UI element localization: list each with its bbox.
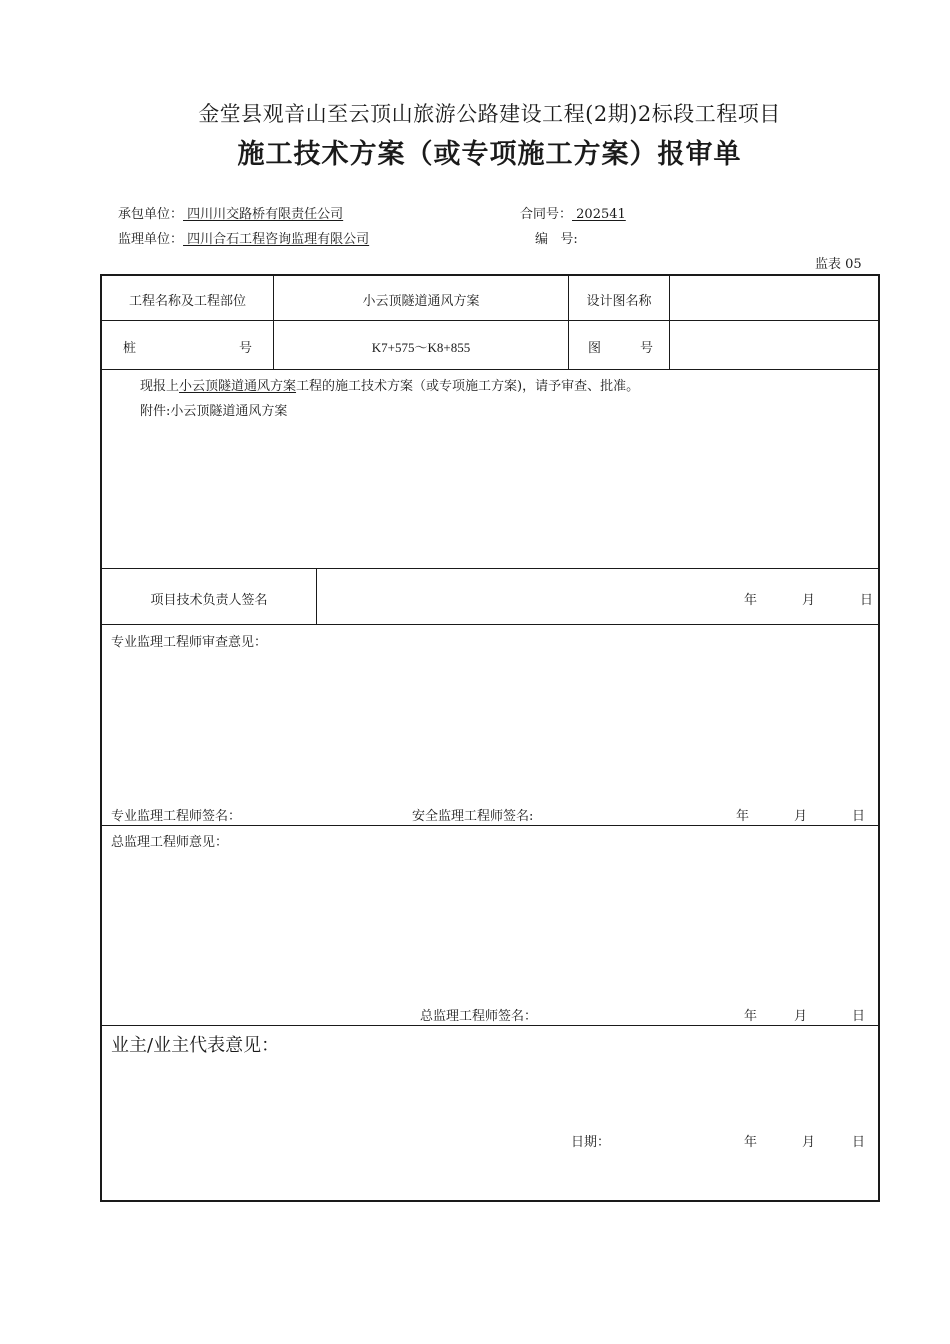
project-name-value: 小云顶隧道通风方案 <box>362 294 480 309</box>
stake-label-2: 号 <box>239 341 253 356</box>
chief-month: 月 <box>794 1009 808 1024</box>
contract-no-label: 合同号： <box>520 207 573 222</box>
form-table <box>100 274 880 1202</box>
safety-sign-label: 安全监理工程师签名: <box>412 809 534 824</box>
contractor-value: 四川川交路桥有限责任公司 <box>183 207 344 222</box>
chief-review-label: 总监理工程师意见： <box>111 835 229 850</box>
contract-no-row <box>520 203 626 222</box>
owner-year: 年 <box>744 1135 758 1150</box>
supervisor-label: 监理单位： <box>118 232 184 247</box>
contract-no-value: 202541 <box>572 207 626 222</box>
stake-label-1: 桩 <box>123 341 137 356</box>
submission-text <box>140 375 639 394</box>
form-code: 监表 05 <box>815 257 862 272</box>
supervisor-value: 四川合石工程咨询监理有限公司 <box>183 232 370 247</box>
engineer-sign-label: 专业监理工程师签名： <box>111 809 242 824</box>
engineer-review-label: 专业监理工程师审查意见： <box>111 635 268 650</box>
engineer-month: 月 <box>794 809 808 824</box>
chief-year: 年 <box>744 1009 758 1024</box>
contractor-row <box>118 203 343 222</box>
engineer-day: 日 <box>852 809 866 824</box>
owner-month: 月 <box>802 1135 816 1150</box>
tech-sign-month: 月 <box>802 593 816 608</box>
chief-sign-label: 总监理工程师签名： <box>420 1009 538 1024</box>
stake-value: K7+575～K8+855 <box>371 340 471 355</box>
tech-sign-year: 年 <box>744 593 758 608</box>
submission-suffix: 工程的施工技术方案（或专项施工方案)，请予审查、批准。 <box>296 379 640 394</box>
supervisor-row <box>118 228 369 247</box>
tech-sign-label: 项目技术负责人签名 <box>150 593 268 608</box>
submission-underlined: 小云顶隧道通风方案 <box>179 379 297 394</box>
project-name-label: 工程名称及工程部位 <box>128 294 246 309</box>
drawing-name-label: 设计图名称 <box>586 294 652 309</box>
attachment-text: 附件:小云顶隧道通风方案 <box>140 404 288 419</box>
owner-day: 日 <box>852 1135 866 1150</box>
form-title: 施工技术方案（或专项施工方案）报审单 <box>237 139 742 170</box>
drawing-no-label-1: 图 <box>588 341 602 356</box>
owner-review-label: 业主/业主代表意见： <box>111 1035 280 1056</box>
tech-sign-day: 日 <box>860 593 874 608</box>
drawing-no-label-2: 号 <box>640 341 654 356</box>
serial-label: 编 号: <box>535 232 578 247</box>
contractor-label: 承包单位： <box>118 207 184 222</box>
engineer-year: 年 <box>736 809 750 824</box>
chief-day: 日 <box>852 1009 866 1024</box>
owner-date-label: 日期： <box>571 1135 611 1150</box>
project-title: 金堂县观音山至云顶山旅游公路建设工程(2期)2标段工程项目 <box>198 102 781 126</box>
submission-prefix: 现报上 <box>140 379 180 394</box>
